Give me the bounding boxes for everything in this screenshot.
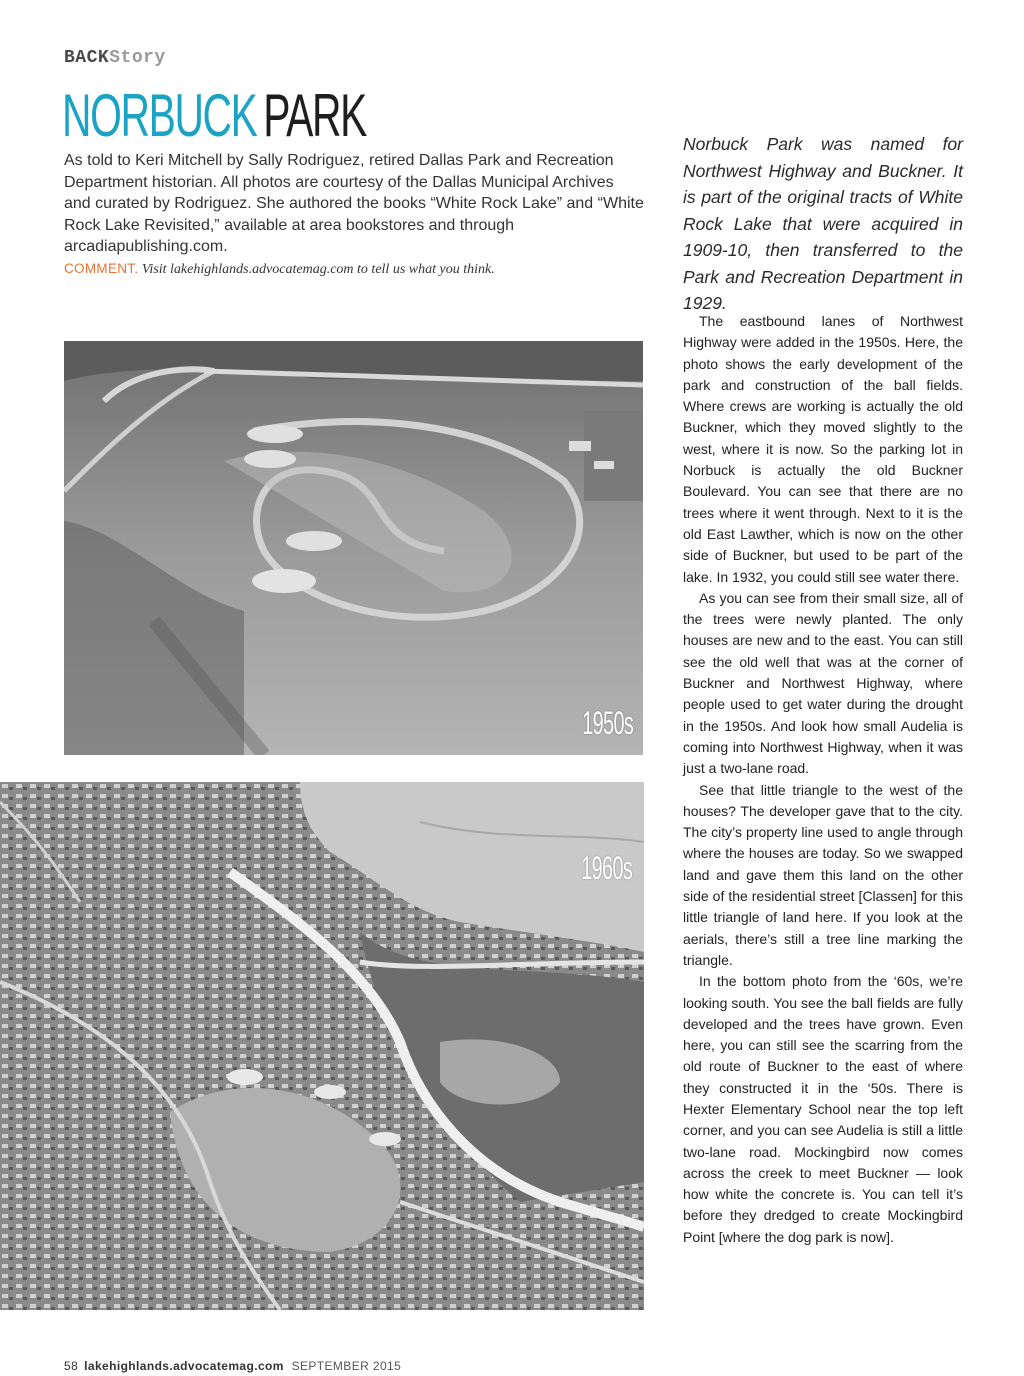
comment-text: Visit lakehighlands.advocatemag.com to tell us what you think. [141,262,495,277]
pull-quote: Norbuck Park was named for Northwest Highway and Buckner. It is part of the original tracts of White Rock Lake that were acquired in 1909-10, then transferred to the Park and Recreation Department in 1929. [683,134,963,313]
photo-1960s-aerial [0,782,644,1310]
section-label-suffix: Story [109,48,166,68]
photo-1960s-label: 1960s [581,850,632,886]
headline-part1: NORBUCK [62,82,257,149]
page-footer [64,1359,401,1373]
headline [62,84,366,148]
body-paragraph: In the bottom photo from the ‘60s, we’re looking south. You see the ball fields are fully developed and the trees have grown. Even here, you can still see the scarring from the old route of Buckner to the east of where they constructed it in the ‘50s. There is Hexter Elementary School near the top left corner, and you can see Audelia is still a little two-lane road. Mockingbird now comes across the creek to meet Buckner — look how white the concrete is. You can tell it’s before they dredged to create Mockingbird Point [where the dog park is now]. [683,973,963,1245]
footer-site: lakehighlands.advocatemag.com [84,1359,284,1373]
section-label [64,48,166,68]
photo-1950s-aerial [64,341,643,755]
body-paragraph: As you can see from their small size, all of the trees were newly planted. The only houses are new and to the east. You can still see the old well that was at the corner of Buckner and Northwest Highway, where people used to get water during the drought in the 1950s. And look how small Audelia is coming into Northwest Highway, when it was just a two-lane road. [683,589,963,777]
page-number: 58 [64,1359,79,1373]
comment-tag: COMMENT. [64,261,139,276]
footer-date: SEPTEMBER 2015 [291,1359,402,1373]
body-paragraph: The eastbound lanes of Northwest Highway were added in the 1950s. Here, the photo shows the early development of the park and construction of the ball fields. Where crews are working is actually the old Buckner, which they moved slightly to the west, where it is now. So the parking lot in Norbuck is actually the old Buckner Boulevard. You can see that there are no trees where it went through. Next to it is the old East Lawther, which is now on the other side of Buckner, but used to be part of the lake. In 1932, you could still see water there. [683,313,963,585]
comment-line [64,261,644,278]
article-body [683,311,963,1248]
body-paragraph: See that little triangle to the west of the houses? The developer gave that to the city. The city’s property line used to angle through where the houses are today. So we swapped land and gave them this land on the other side of the residential street [Classen] for this little triangle of land here. If you look at the aerials, there’s still a tree line marking the triangle. [683,781,963,968]
photo-1950s-label: 1950s [582,705,633,741]
intro-paragraph: As told to Keri Mitchell by Sally Rodriguez, retired Dallas Park and Recreation Department historian. All photos are courtesy of the Dallas Municipal Archives and curated by Rodriguez. She authored the books “White Rock Lake” and “White Rock Lake Revisited,” available at area bookstores and through arcadiapublishing.com. [64,152,644,255]
section-label-prefix: BACK [64,48,110,68]
aerial-1950s-image [64,341,643,755]
aerial-1960s-image [0,782,644,1310]
headline-part2: PARK [263,82,366,149]
